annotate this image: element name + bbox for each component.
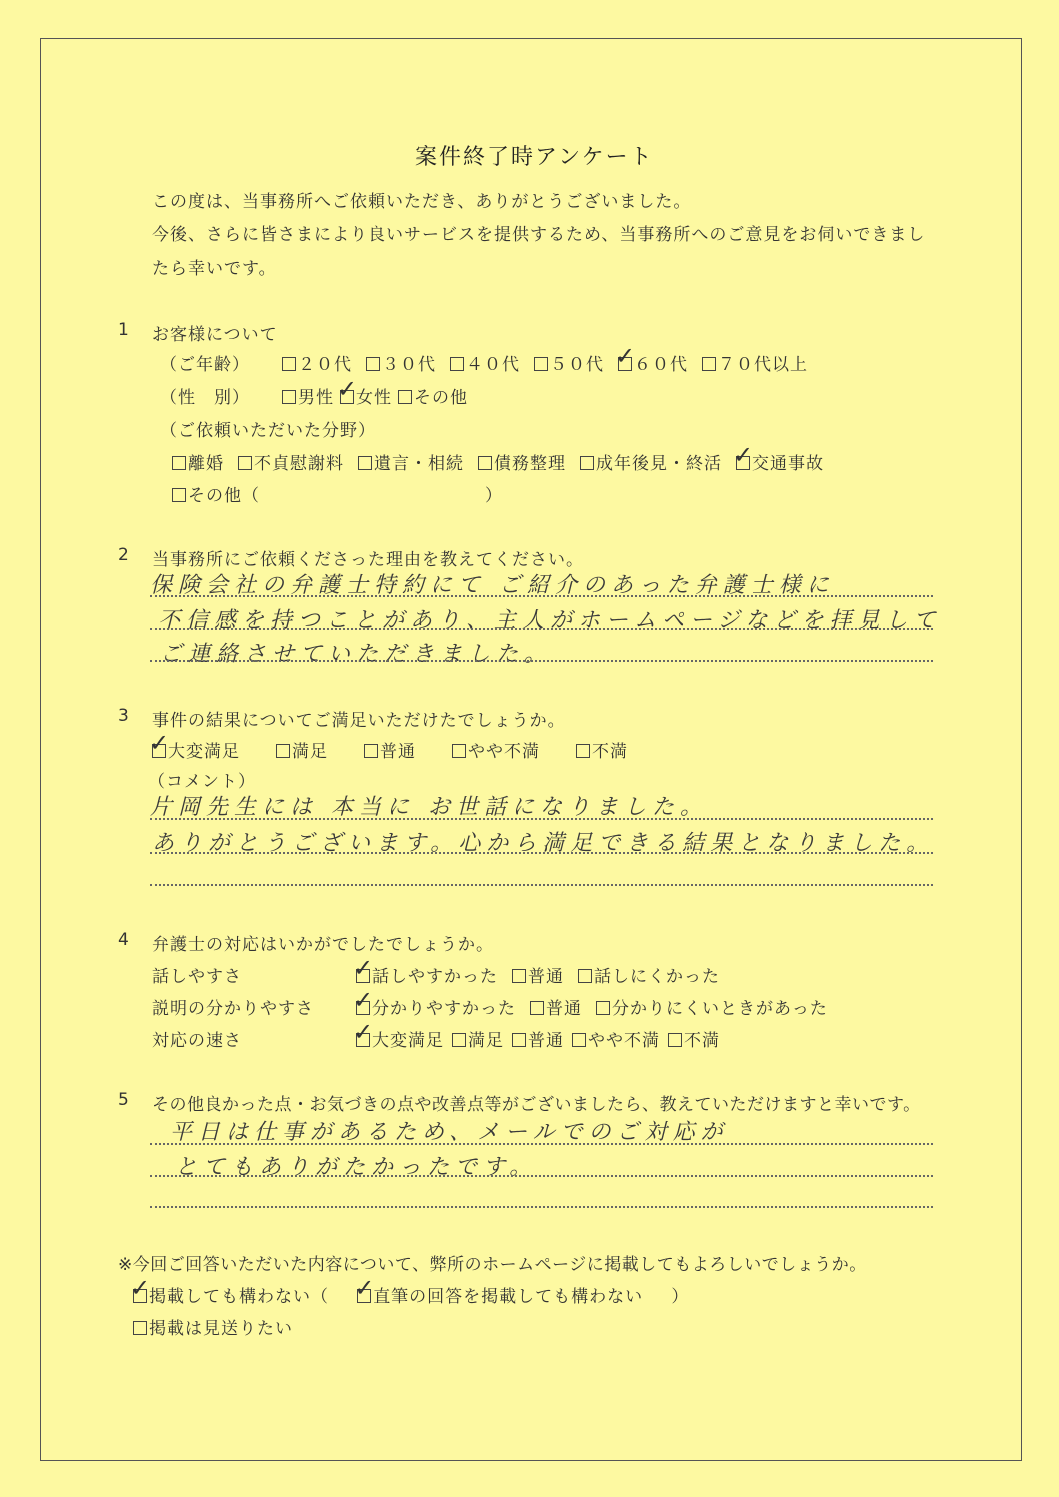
age-option-label: ６０代 [634, 355, 688, 375]
field-checkbox[interactable] [478, 456, 492, 470]
field-option[interactable] [172, 449, 224, 474]
q2-answer-line-3: ご連絡させていただきました。 [160, 642, 553, 667]
clarity-checkbox[interactable] [596, 1001, 610, 1015]
gender-option[interactable] [398, 383, 468, 408]
q5-heading: その他良かった点・お気づきの点や改善点等がございましたら、教えていただけますと幸いです。 [152, 1095, 921, 1115]
speak-ease-option[interactable] [356, 962, 498, 987]
field-other-label: その他（ [188, 486, 260, 506]
age-label: （ご年齢） [160, 355, 250, 375]
speed-checkbox[interactable] [452, 1033, 466, 1047]
consent-ng-label: 掲載は見送りたい [149, 1319, 293, 1339]
field-option-label: 交通事故 [752, 454, 824, 474]
age-options [282, 350, 822, 375]
satisfaction-options [152, 737, 664, 762]
age-checkbox[interactable] [282, 357, 296, 371]
field-other-close: ） [485, 486, 503, 506]
satisfaction-checkbox[interactable] [276, 744, 290, 758]
consent-ng-row [133, 1314, 293, 1339]
satisfaction-checkbox[interactable] [452, 744, 466, 758]
speed-options [356, 1026, 728, 1051]
q3-heading: 事件の結果についてご満足いただけたでしょうか。 [152, 711, 566, 731]
age-checkbox[interactable] [702, 357, 716, 371]
age-option[interactable] [450, 350, 520, 375]
intro-line-3: たら幸いです。 [152, 259, 277, 279]
clarity-option-label: 分かりやすかった [372, 999, 516, 1019]
age-checkbox[interactable] [450, 357, 464, 371]
satisfaction-checkbox[interactable] [364, 744, 378, 758]
speed-checkbox[interactable] [572, 1033, 586, 1047]
consent-ok-checkbox[interactable] [133, 1289, 147, 1303]
speak-ease-options [356, 962, 734, 987]
satisfaction-option-label: 不満 [592, 742, 628, 762]
age-option-label: ４０代 [466, 355, 520, 375]
speak-ease-checkbox[interactable] [356, 969, 370, 983]
consent-handwritten-checkbox[interactable] [357, 1289, 371, 1303]
q2-answer-line-1: 保険会社の弁護士特約にて ご紹介のあった弁護士様に [150, 573, 835, 598]
satisfaction-checkbox[interactable] [152, 744, 166, 758]
q1-number: 1 [118, 320, 129, 340]
age-option[interactable] [366, 350, 436, 375]
intro-line-2: 今後、さらに皆さまにより良いサービスを提供するため、当事務所へのご意見をお伺いできまし [152, 225, 926, 245]
speed-checkbox[interactable] [356, 1033, 370, 1047]
speak-ease-option-label: 話しやすかった [372, 967, 498, 987]
age-option-label: ７０代以上 [718, 355, 808, 375]
field-checkbox[interactable] [580, 456, 594, 470]
q2-dotted-line-3 [150, 660, 933, 662]
q5-dotted-line-2 [150, 1175, 933, 1177]
field-option[interactable] [478, 449, 566, 474]
speak-ease-checkbox[interactable] [578, 969, 592, 983]
field-option-label: 不貞慰謝料 [254, 454, 344, 474]
gender-options [282, 383, 474, 408]
speed-option[interactable] [572, 1026, 660, 1051]
q2-answer-line-2: 不信感を持つことがあり、主人がホームページなどを拝見して [158, 608, 942, 633]
field-option-label: 遺言・相続 [374, 454, 464, 474]
consent-close: ） [671, 1287, 690, 1307]
clarity-checkbox[interactable] [356, 1001, 370, 1015]
satisfaction-option[interactable] [452, 737, 540, 762]
q3-dotted-line-2 [150, 852, 933, 854]
field-option[interactable] [580, 449, 722, 474]
age-checkbox[interactable] [534, 357, 548, 371]
speak-ease-option-label: 普通 [528, 967, 564, 987]
age-checkbox[interactable] [366, 357, 380, 371]
q5-dotted-line-3 [150, 1206, 933, 1208]
satisfaction-option-label: やや不満 [468, 742, 540, 762]
speak-ease-checkbox[interactable] [512, 969, 526, 983]
clarity-option-label: 普通 [546, 999, 582, 1019]
consent-ng-checkbox[interactable] [133, 1321, 147, 1335]
gender-option[interactable] [282, 383, 334, 408]
satisfaction-option[interactable] [364, 737, 416, 762]
field-other-checkbox[interactable] [172, 488, 186, 502]
field-option[interactable] [238, 449, 344, 474]
consent-handwritten-label: 直筆の回答を掲載しても構わない [373, 1287, 644, 1307]
satisfaction-option[interactable] [152, 737, 240, 762]
gender-checkbox[interactable] [398, 390, 412, 404]
clarity-options [356, 994, 842, 1019]
intro-line-1: この度は、当事務所へご依頼いただき、ありがとうございました。 [152, 192, 692, 212]
age-option[interactable] [534, 350, 604, 375]
speed-option[interactable] [452, 1026, 504, 1051]
field-checkbox[interactable] [238, 456, 252, 470]
field-option-label: 債務整理 [494, 454, 566, 474]
q4-heading: 弁護士の対応はいかがでしたでしょうか。 [152, 935, 494, 955]
q3-dotted-line-3 [150, 884, 933, 886]
clarity-option[interactable] [596, 994, 828, 1019]
field-checkbox[interactable] [736, 456, 750, 470]
speed-checkbox[interactable] [512, 1033, 526, 1047]
q5-dotted-line-1 [150, 1143, 933, 1145]
age-checkbox[interactable] [618, 357, 632, 371]
q5-answer-line-2: とてもありがたかったです。 [175, 1155, 538, 1180]
speak-ease-option-label: 話しにくかった [594, 967, 720, 987]
gender-option-label: 男性 [298, 388, 334, 408]
q3-comment-line-1: 片岡先生には 本当に お世話になりました。 [150, 795, 708, 820]
field-option-label: 成年後見・終活 [596, 454, 722, 474]
q2-number: 2 [118, 545, 129, 565]
field-label: （ご依頼いただいた分野） [160, 421, 376, 441]
speed-option-label: 大変満足 [372, 1031, 444, 1051]
speed-option[interactable] [356, 1026, 444, 1051]
q5-answer-line-1: 平日は仕事があるため、メールでのご対応が [170, 1120, 729, 1145]
q2-dotted-line-2 [150, 628, 933, 630]
field-other-row [172, 481, 260, 506]
consent-ok-label: 掲載しても構わない（ [149, 1287, 329, 1307]
age-option-label: ２０代 [298, 355, 352, 375]
q4-number: 4 [118, 930, 129, 950]
field-options [172, 449, 838, 474]
satisfaction-option-label: 大変満足 [168, 742, 240, 762]
q3-comment-line-2: ありがとうございます。心から満足できる結果となりました。 [152, 831, 935, 856]
speed-option[interactable] [512, 1026, 564, 1051]
consent-question: ※今回ご回答いただいた内容について、弊所のホームページに掲載してもよろしいでしょうか。 [118, 1255, 867, 1275]
q2-dotted-line-1 [150, 595, 933, 597]
speed-option[interactable] [668, 1026, 720, 1051]
speak-ease-option[interactable] [578, 962, 720, 987]
clarity-option[interactable] [356, 994, 516, 1019]
speed-option-label: 不満 [684, 1031, 720, 1051]
speak-ease-label: 話しやすさ [152, 967, 242, 987]
comment-label: （コメント） [148, 772, 256, 792]
field-checkbox[interactable] [358, 456, 372, 470]
speak-ease-option[interactable] [512, 962, 564, 987]
q3-number: 3 [118, 706, 129, 726]
field-option-label: 離婚 [188, 454, 224, 474]
gender-checkbox[interactable] [340, 390, 354, 404]
speed-label: 対応の速さ [152, 1031, 242, 1051]
speed-option-label: 普通 [528, 1031, 564, 1051]
clarity-checkbox[interactable] [530, 1001, 544, 1015]
q5-number: 5 [118, 1090, 129, 1110]
q3-dotted-line-1 [150, 818, 933, 820]
q1-heading: お客様について [152, 325, 278, 345]
field-checkbox[interactable] [172, 456, 186, 470]
age-option[interactable] [702, 350, 808, 375]
gender-label: （性 別） [160, 388, 250, 408]
satisfaction-option-label: 普通 [380, 742, 416, 762]
gender-option[interactable] [340, 383, 392, 408]
age-option[interactable] [618, 350, 688, 375]
age-option[interactable] [282, 350, 352, 375]
field-option[interactable] [736, 449, 824, 474]
clarity-option[interactable] [530, 994, 582, 1019]
age-option-label: ３０代 [382, 355, 436, 375]
satisfaction-checkbox[interactable] [576, 744, 590, 758]
satisfaction-option-label: 満足 [292, 742, 328, 762]
age-option-label: ５０代 [550, 355, 604, 375]
field-option[interactable] [358, 449, 464, 474]
speed-checkbox[interactable] [668, 1033, 682, 1047]
gender-option-label: 女性 [356, 388, 392, 408]
satisfaction-option[interactable] [576, 737, 628, 762]
q2-heading: 当事務所にご依頼くださった理由を教えてください。 [152, 550, 584, 570]
consent-ok-row [133, 1282, 689, 1307]
clarity-label: 説明の分かりやすさ [152, 999, 314, 1019]
satisfaction-option[interactable] [276, 737, 328, 762]
speed-option-label: 満足 [468, 1031, 504, 1051]
gender-option-label: その他 [414, 388, 468, 408]
gender-checkbox[interactable] [282, 390, 296, 404]
speed-option-label: やや不満 [588, 1031, 660, 1051]
clarity-option-label: 分かりにくいときがあった [612, 999, 828, 1019]
page-title: 案件終了時アンケート [415, 145, 654, 170]
